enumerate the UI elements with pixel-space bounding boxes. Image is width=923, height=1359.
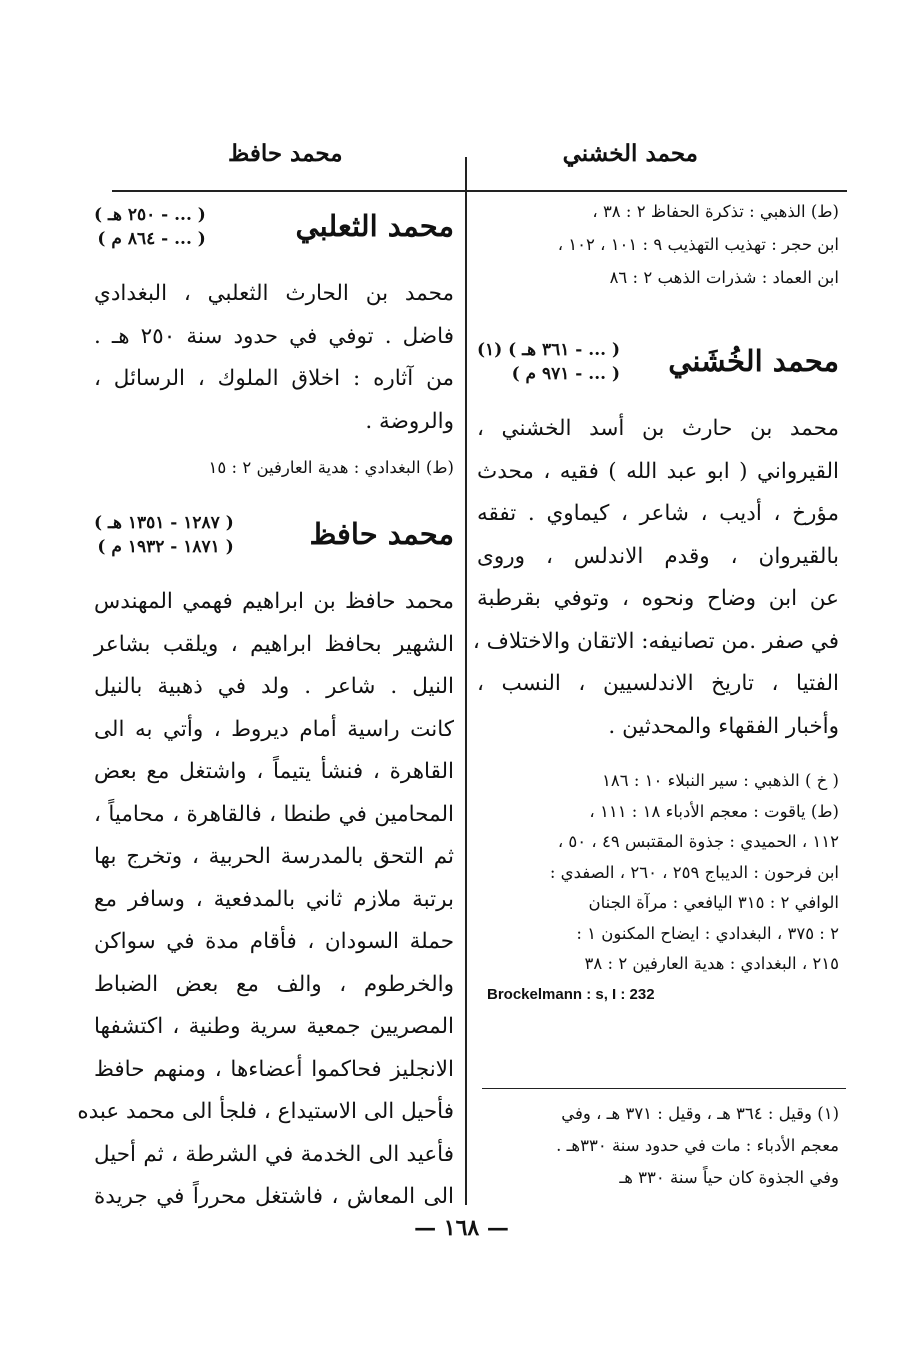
entry-name: محمد الثعلبي	[295, 209, 454, 243]
body-line: فأعيد الى الخدمة في الشرطة ، ثم أحيل	[94, 1141, 454, 1167]
column-divider	[465, 157, 467, 1205]
body-line: مؤرخ ، أديب ، شاعر ، كيماوي . تفقه	[477, 501, 839, 526]
footnote-rule	[482, 1088, 846, 1089]
body-line: المصريين جمعية سرية وطنية ، اكتشفها	[94, 1014, 454, 1039]
entry-dates	[94, 511, 234, 559]
entry-name: محمد الخُشَني	[668, 344, 839, 378]
ref-line: (ط) الذهبي : تذكرة الحفاظ ٢ : ٣٨ ،	[592, 202, 839, 221]
body-line: ثم التحق بالمدرسة الحربية ، وتخرج بها	[94, 844, 454, 869]
dates-gregorian: ( ... - ٩٧١ م )	[511, 364, 621, 384]
body-line: بالقيروان ، وقدم الاندلس ، وروى	[477, 543, 839, 569]
entry-sources	[477, 766, 839, 980]
footnote-line: وفي الجذوة كان حياً سنة ٣٣٠ هـ	[619, 1168, 839, 1187]
source-line: ( خ ) الذهبي : سير النبلاء ١٠ : ١٨٦	[602, 771, 839, 790]
body-line: والخرطوم ، والف مع بعض الضباط	[94, 971, 454, 997]
body-line: كانت راسية أمام ديروط ، وأتي به الى	[94, 716, 454, 742]
body-line: الشهير بحافظ ابراهيم ، ويلقب بشاعر	[94, 631, 454, 657]
body-line: الى المعاش ، فاشتغل محرراً في جريدة	[94, 1184, 454, 1209]
entry-body	[94, 273, 454, 443]
body-line: الفتيا ، تاريخ الاندلسيين ، النسب ،	[477, 671, 839, 696]
body-line: فأحيل الى الاستيداع ، فلجأ الى محمد عبده	[77, 1099, 454, 1124]
header-rule	[112, 190, 847, 192]
body-line: عن ابن وضاح ونحوه ، وتوفي بقرطبة	[477, 586, 839, 611]
running-head-left: محمد حافظ	[228, 140, 343, 167]
body-line: محمد حافظ بن ابراهيم فهمي المهندس	[94, 589, 454, 614]
source-line: ابن فرحون : الديباج ٢٥٩ ، ٢٦٠ ، الصفدي :	[549, 862, 839, 882]
body-line: فاضل . توفي في حدود سنة ٢٥٠ هـ .	[94, 323, 454, 349]
body-line: وأخبار الفقهاء والمحدثين .	[608, 713, 839, 739]
running-head-right: محمد الخشني	[562, 140, 698, 167]
dates-gregorian: ( ... - ٨٦٤ م )	[97, 229, 206, 249]
body-line: محمد بن حارث بن أسد الخشني ،	[477, 416, 839, 441]
entry-heading-hafez	[94, 511, 454, 581]
entry-body	[472, 408, 839, 748]
body-line: الانجليز فحاكموا أعضاءها ، ومنهم حافظ	[94, 1056, 454, 1082]
entry-source: (ط) البغدادي : هدية العارفين ٢ : ١٥	[208, 458, 454, 477]
source-line: ٢١٥ ، البغدادي : هدية العارفين ٢ : ٣٨	[584, 954, 839, 973]
ref-line: ابن حجر : تهذيب التهذيب ٩ : ١٠١ ، ١٠٢ ،	[557, 235, 839, 254]
latin-reference: Brockelmann : s, I : 232	[487, 985, 655, 1003]
body-line: من آثاره : اخلاق الملوك ، الرسائل ،	[94, 366, 454, 391]
right-column	[472, 195, 839, 1003]
dates-hijri: ( ... - ٢٥٠ هـ )	[94, 205, 206, 225]
ref-line: ابن العماد : شذرات الذهب ٢ : ٨٦	[609, 268, 839, 287]
footnote-line: معجم الأدباء : مات في حدود سنة ٣٣٠هـ .	[556, 1136, 839, 1155]
source-line: الوافي ٢ : ٣١٥ اليافعي : مرآة الجنان	[588, 893, 839, 912]
body-line: حملة السودان ، فأقام مدة في سواكن	[94, 929, 454, 954]
entry-heading-khushani	[477, 338, 839, 408]
body-line: القاهرة ، فنشأ يتيماً ، واشتغل مع بعض	[94, 759, 454, 784]
dates-gregorian: ( ١٨٧١ - ١٩٣٢ م )	[97, 537, 234, 557]
source-line: ٢ : ٣٧٥ ، البغدادي : ايضاح المكنون ١ :	[576, 923, 839, 943]
dates-hijri: ( ١٢٨٧ - ١٣٥١ هـ )	[94, 513, 234, 533]
body-line: النيل . شاعر . ولد في ذهبية بالنيل	[94, 674, 454, 699]
page-number: — ١٦٨ —	[414, 1215, 509, 1241]
footnote	[479, 1098, 839, 1194]
entry-name: محمد حافظ	[309, 517, 454, 551]
source-line: (ط) ياقوت : معجم الأدباء ١٨ : ١١١ ،	[589, 801, 839, 821]
body-line: والروضة .	[365, 408, 454, 434]
dates-hijri: ( ... - ٣٦١ هـ ) (١)	[477, 340, 621, 360]
body-line: محمد بن الحارث الثعلبي ، البغدادي	[94, 281, 454, 306]
body-line: القيرواني ( ابو عبد الله ) فقيه ، محدث	[477, 458, 839, 484]
entry-dates	[477, 338, 620, 386]
body-line: المحامين في طنطا ، فالقاهرة ، محامياً ،	[94, 801, 454, 827]
body-line: في صفر .من تصانيفه: الاتقان والاختلاف ،	[472, 628, 839, 654]
body-line: برتبة ملازم ثاني بالمدفعية ، وسافر مع	[94, 886, 454, 912]
entry-heading-thalabi	[94, 203, 454, 273]
entry-body	[77, 581, 454, 1219]
source-line: ١١٢ ، الحميدي : جذوة المقتبس ٤٩ ، ٥٠ ،	[557, 832, 839, 851]
left-column	[77, 195, 454, 1219]
continued-references	[477, 195, 839, 294]
entry-dates	[94, 203, 206, 251]
footnote-line: (١) وقيل : ٣٦٤ هـ ، وقيل : ٣٧١ هـ ، وفي	[561, 1104, 839, 1123]
